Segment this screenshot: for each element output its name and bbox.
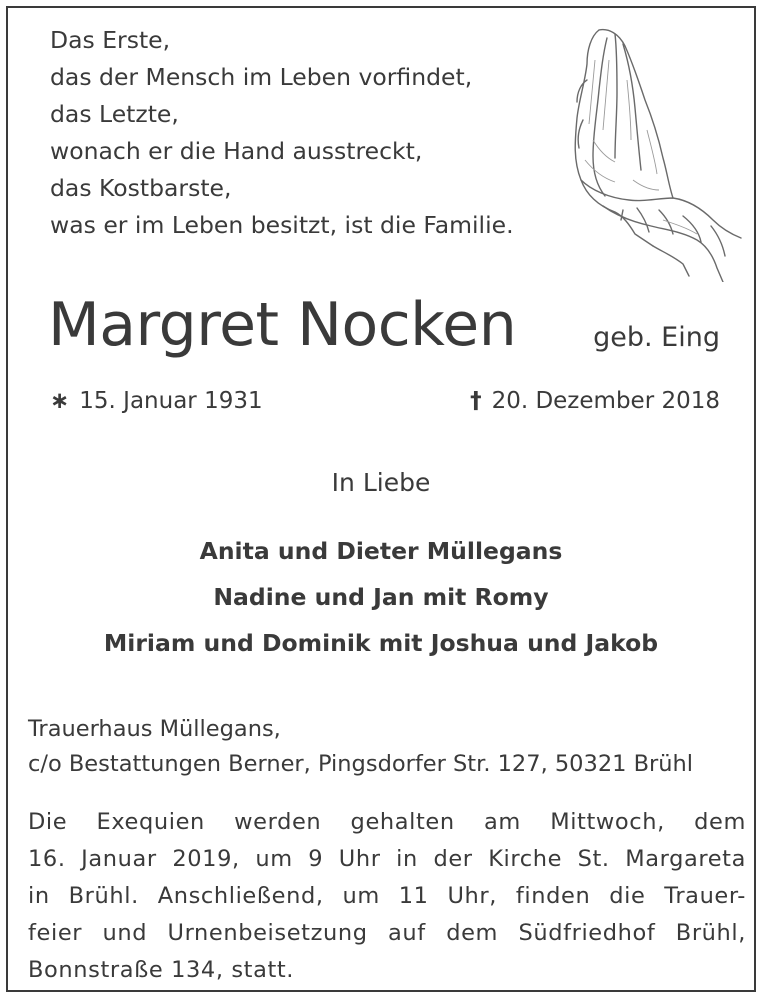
cross-icon: † — [470, 388, 482, 414]
asterisk-icon: ∗ — [50, 388, 70, 414]
poem-line: das der Mensch im Leben vorfindet, — [50, 63, 473, 91]
death-date-row — [470, 388, 720, 414]
birth-date-row — [50, 388, 263, 414]
praying-hands-icon — [563, 20, 743, 282]
address-line: Trauerhaus Müllegans, — [28, 716, 281, 742]
deceased-name: Margret Nocken — [48, 290, 517, 360]
poem-line: wonach er die Hand ausstreckt, — [50, 137, 423, 165]
notice-line: Die Exequien werden gehalten am Mittwoch, dem — [28, 809, 746, 835]
poem-line: was er im Leben besitzt, ist die Familie. — [50, 211, 514, 239]
funeral-notice — [28, 804, 746, 989]
death-date: 20. Dezember 2018 — [491, 388, 720, 414]
family-member: Anita und Dieter Müllegans — [199, 537, 563, 565]
notice-line: Bonnstraße 134, statt. — [28, 957, 295, 983]
notice-line: 16. Januar 2019, um 9 Uhr in der Kirche St. Margareta — [28, 846, 746, 872]
poem-line: das Letzte, — [50, 100, 179, 128]
family-member: Nadine und Jan mit Romy — [213, 583, 549, 611]
address-line: c/o Bestattungen Berner, Pingsdorfer Str. 127, 50321 Brühl — [28, 751, 694, 777]
poem — [50, 22, 514, 244]
poem-line: Das Erste, — [50, 26, 171, 54]
birth-date: 15. Januar 1931 — [79, 388, 263, 414]
poem-line: das Kostbarste, — [50, 174, 232, 202]
in-love-heading: In Liebe — [331, 468, 431, 497]
family-list — [8, 528, 754, 666]
mourning-address — [28, 712, 693, 782]
family-member: Miriam und Dominik mit Joshua und Jakob — [103, 629, 659, 657]
notice-line: feier und Urnenbeisetzung auf dem Südfriedhof Brühl, — [28, 920, 746, 946]
maiden-name: geb. Eing — [593, 322, 720, 353]
notice-line: in Brühl. Anschließend, um 11 Uhr, finden die Trauer- — [28, 883, 746, 909]
obituary-card — [6, 6, 756, 992]
